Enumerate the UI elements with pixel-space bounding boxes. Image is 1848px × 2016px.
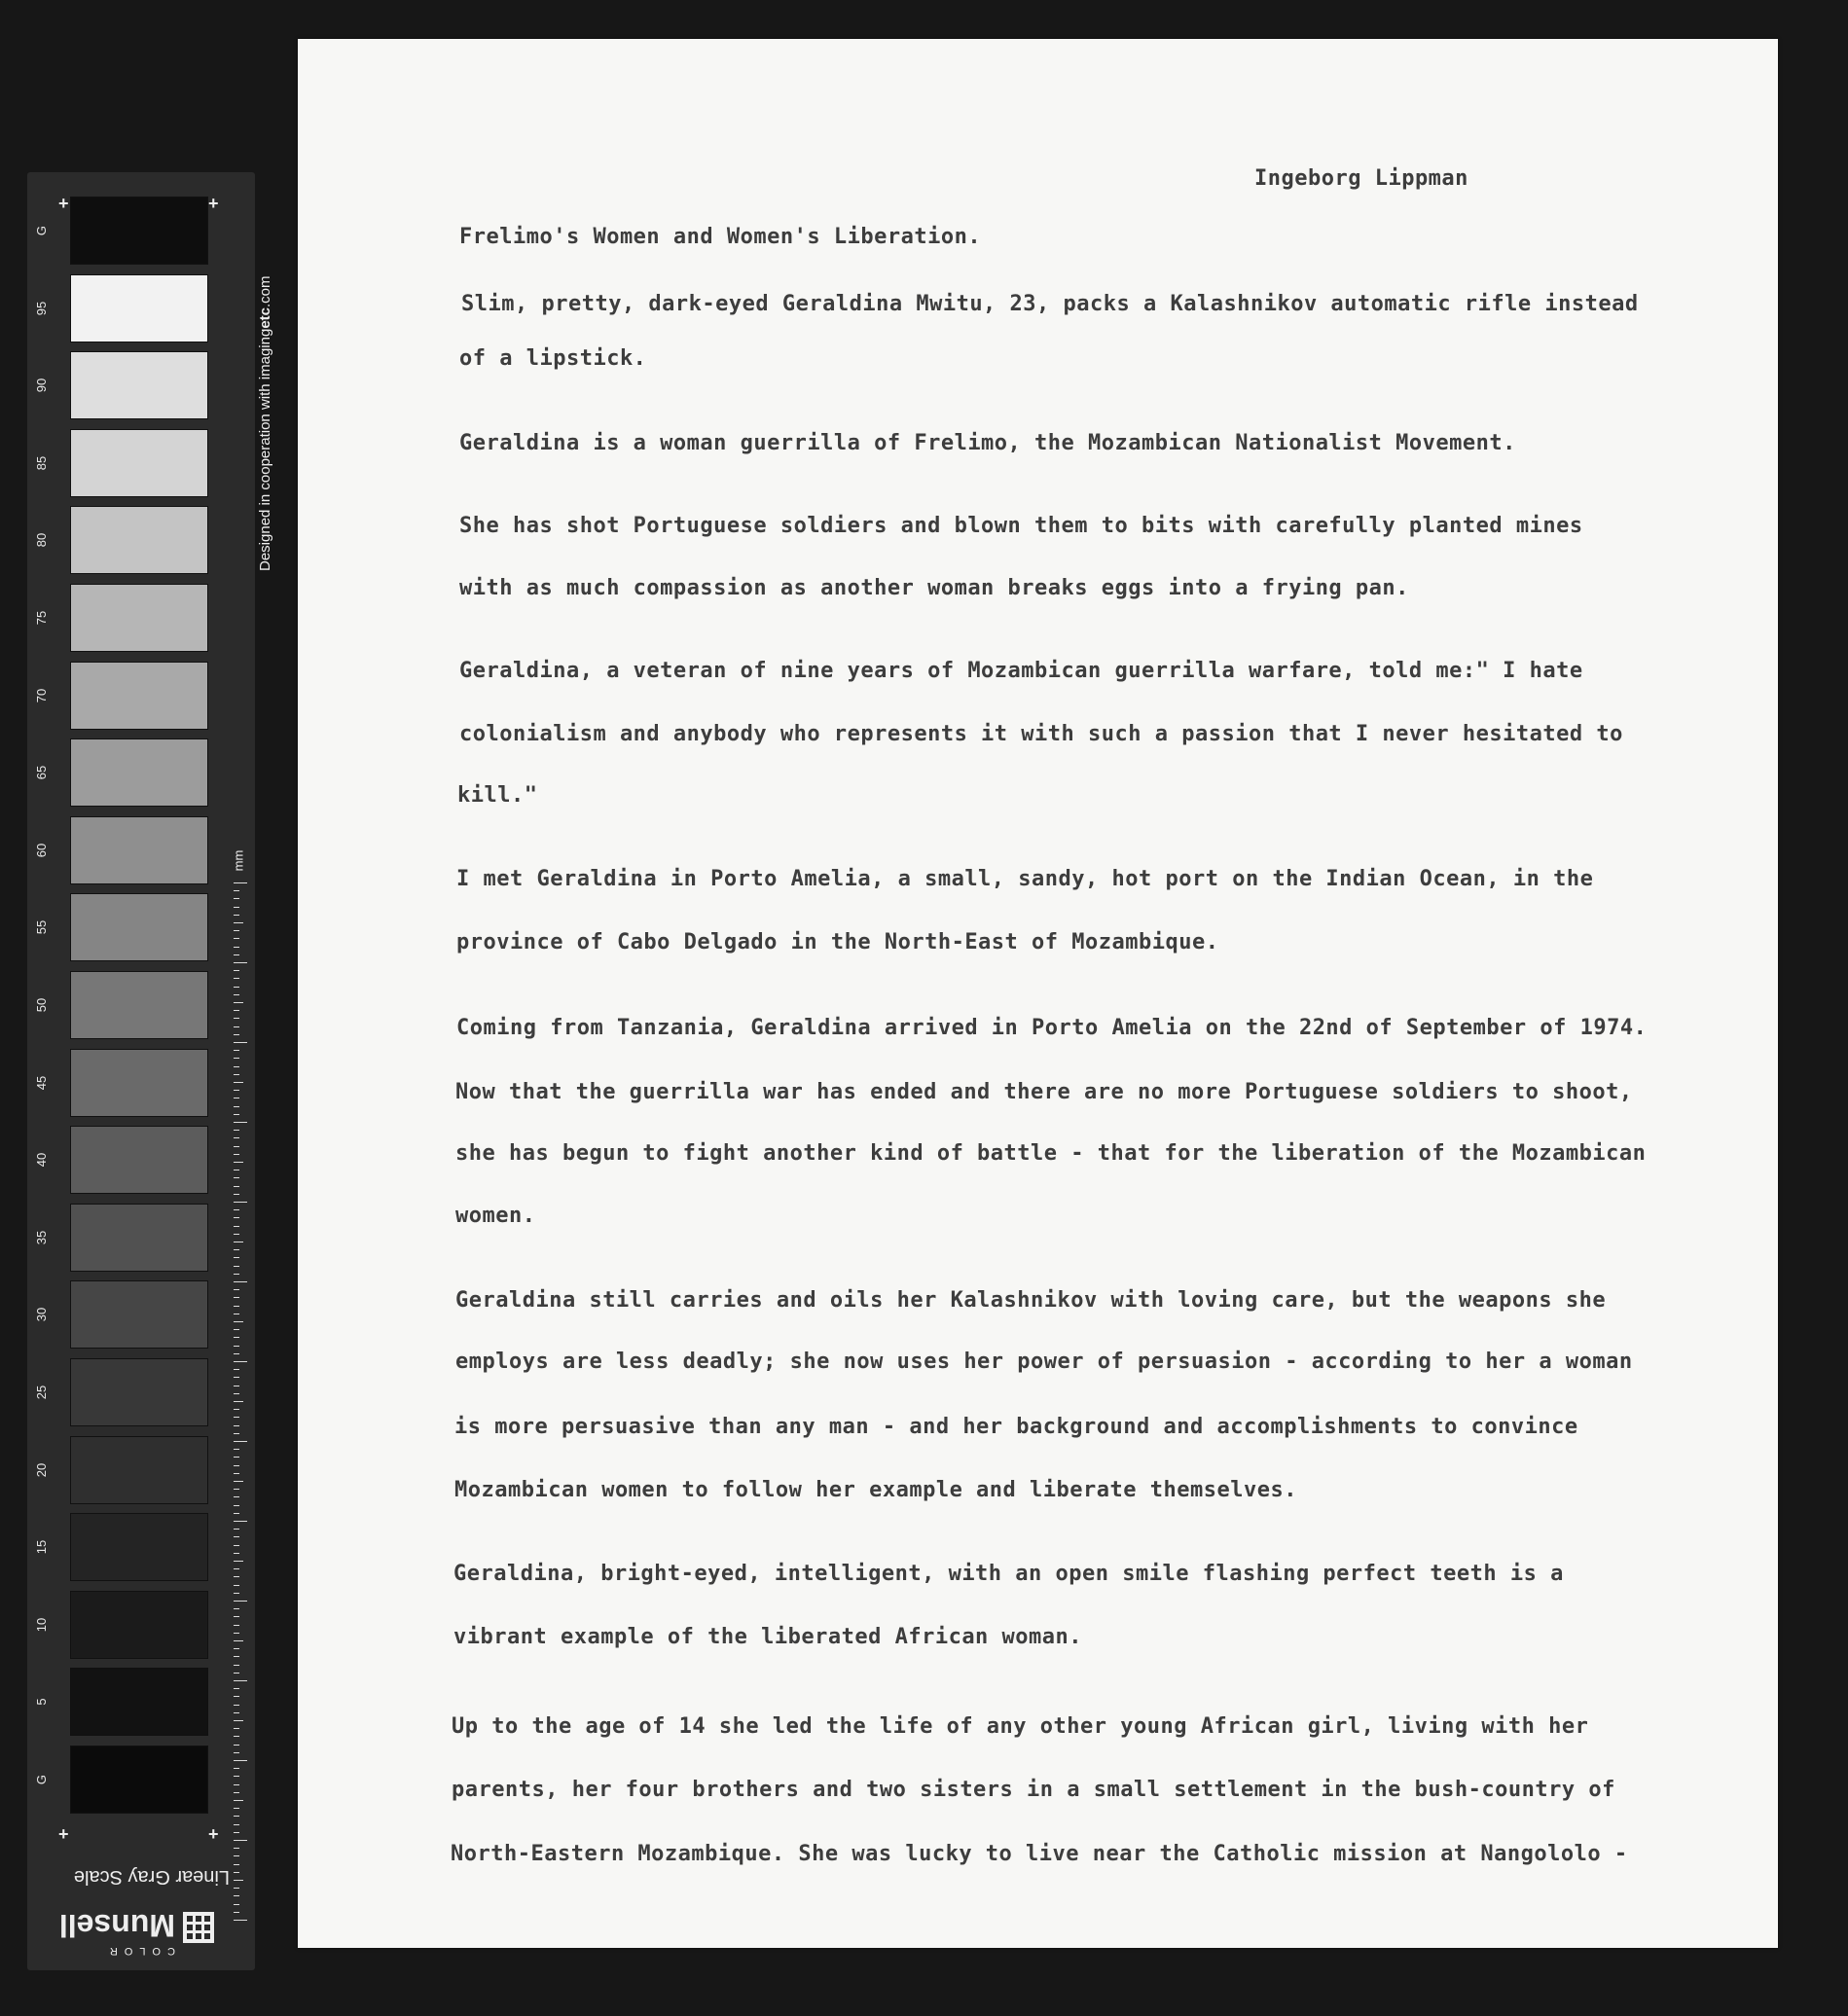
ruler-tick	[234, 1880, 243, 1881]
ruler-tick	[234, 1449, 239, 1450]
gray-patch-label: 5	[34, 1698, 49, 1707]
card-credit: Designed in cooperation with imagingetc.com	[257, 275, 273, 571]
brand-color-label: COLOR	[102, 1945, 175, 1957]
text-line: of a lipstick.	[459, 346, 647, 371]
corner-mark: +	[208, 194, 219, 213]
ruler-tick	[234, 882, 247, 883]
ruler-tick	[234, 1680, 247, 1681]
gray-patch-label: 85	[34, 455, 49, 471]
ruler-tick	[234, 1137, 239, 1138]
text-line: Up to the age of 14 she led the life of any other young African girl, living with her	[452, 1714, 1589, 1739]
ruler-tick	[234, 1673, 239, 1674]
ruler-tick	[234, 962, 247, 963]
ruler-tick	[234, 1154, 239, 1155]
author-name: Ingeborg Lippman	[1254, 166, 1468, 191]
ruler-tick	[234, 1832, 239, 1833]
gray-patch	[70, 584, 208, 652]
ruler-tick	[234, 1776, 239, 1777]
ruler-tick	[234, 1234, 239, 1235]
ruler-tick	[234, 1194, 239, 1195]
ruler-tick	[234, 1473, 239, 1474]
ruler-tick	[234, 1481, 243, 1482]
ruler-tick	[234, 1433, 239, 1434]
ruler-tick	[234, 938, 239, 939]
gray-patch	[70, 738, 208, 807]
ruler-tick	[234, 1521, 247, 1522]
gray-patch	[70, 429, 208, 497]
ruler-tick	[234, 1736, 239, 1737]
ruler-tick	[234, 1346, 239, 1347]
ruler-tick	[234, 1162, 243, 1163]
ruler-tick	[234, 1401, 243, 1402]
gray-patch	[70, 816, 208, 884]
ruler-tick	[234, 1074, 239, 1075]
text-line: Geraldina still carries and oils her Kalashnikov with loving care, but the weapons she	[455, 1288, 1607, 1313]
gray-patch	[70, 1126, 208, 1194]
gray-patch	[70, 1591, 208, 1659]
ruler-tick	[234, 1760, 247, 1761]
ruler-unit-label: mm	[231, 849, 246, 872]
ruler-tick	[234, 1034, 239, 1035]
ruler-tick	[234, 954, 239, 955]
ruler-tick	[234, 1720, 243, 1721]
card-title: Linear Gray Scale	[73, 1866, 230, 1888]
gray-patch	[70, 1513, 208, 1581]
ruler-tick	[234, 1082, 243, 1083]
gray-patch-label: 40	[34, 1152, 49, 1168]
gray-patch-label: 10	[34, 1617, 49, 1633]
ruler-tick	[234, 1106, 239, 1107]
gray-patch-label: G	[34, 225, 49, 236]
mm-ruler	[234, 882, 247, 1943]
text-line: Slim, pretty, dark-eyed Geraldina Mwitu, 23, packs a Kalashnikov automatic rifle instead	[461, 292, 1639, 316]
ruler-tick	[234, 1601, 247, 1602]
gray-patch-label: 45	[34, 1075, 49, 1090]
text-line: colonialism and anybody who represents it with such a passion that I never hesitated to	[459, 722, 1623, 746]
ruler-tick	[234, 1864, 239, 1865]
ruler-tick	[234, 1409, 239, 1410]
text-line: Geraldina, bright-eyed, intelligent, with an open smile flashing perfect teeth is a	[453, 1562, 1564, 1586]
ruler-tick	[234, 1026, 239, 1027]
ruler-tick	[234, 1114, 239, 1115]
ruler-tick	[234, 1321, 243, 1322]
ruler-tick	[234, 1018, 239, 1019]
ruler-tick	[234, 1058, 239, 1059]
ruler-tick	[234, 1361, 247, 1362]
ruler-tick	[234, 1553, 239, 1554]
text-line: she has begun to fight another kind of battle - that for the liberation of the Mozambican	[455, 1141, 1647, 1166]
ruler-tick	[234, 1369, 239, 1370]
ruler-tick	[234, 1457, 239, 1458]
ruler-tick	[234, 1712, 239, 1713]
text-line: parents, her four brothers and two sisters in a small settlement in the bush-country of	[452, 1778, 1615, 1802]
ruler-tick	[234, 1848, 239, 1849]
ruler-tick	[234, 907, 239, 908]
ruler-tick	[234, 1257, 239, 1258]
ruler-tick	[234, 922, 243, 923]
typed-page	[298, 39, 1778, 1948]
text-line: Geraldina is a woman guerrilla of Frelimo, the Mozambican Nationalist Movement.	[459, 431, 1516, 455]
ruler-tick	[234, 1217, 239, 1218]
gray-patch	[70, 274, 208, 342]
ruler-tick	[234, 987, 239, 988]
ruler-tick	[234, 1568, 239, 1569]
gray-patch-label: 60	[34, 843, 49, 858]
ruler-tick	[234, 1513, 239, 1514]
ruler-tick	[234, 890, 239, 891]
ruler-tick	[234, 898, 239, 899]
ruler-tick	[234, 1496, 239, 1497]
gray-patch-label: 35	[34, 1230, 49, 1245]
gray-patch-label: 70	[34, 688, 49, 702]
ruler-tick	[234, 994, 239, 995]
ruler-tick	[234, 1625, 239, 1626]
ruler-tick	[234, 1281, 247, 1282]
ruler-tick	[234, 1808, 239, 1809]
gray-patch-label: 80	[34, 533, 49, 548]
ruler-tick	[234, 1912, 239, 1913]
ruler-tick	[234, 1186, 239, 1187]
gray-patch-label: 55	[34, 920, 49, 935]
ruler-tick	[234, 1202, 247, 1203]
ruler-tick	[234, 1920, 247, 1921]
ruler-tick	[234, 1633, 239, 1634]
ruler-tick	[234, 1066, 239, 1067]
ruler-tick	[234, 1640, 243, 1641]
text-line: with as much compassion as another woman breaks eggs into a frying pan.	[459, 576, 1409, 600]
munsell-brand	[58, 1902, 214, 1957]
ruler-tick	[234, 915, 239, 916]
ruler-tick	[234, 1656, 239, 1657]
gray-patch	[70, 1204, 208, 1272]
ruler-tick	[234, 978, 239, 979]
gray-patch	[70, 1358, 208, 1426]
ruler-tick	[234, 1529, 239, 1530]
ruler-tick	[234, 1274, 239, 1275]
ruler-tick	[234, 1648, 239, 1649]
gray-patch	[70, 1280, 208, 1349]
ruler-tick	[234, 1050, 239, 1051]
ruler-tick	[234, 1417, 239, 1418]
ruler-tick	[234, 1489, 239, 1490]
gray-patch	[70, 1668, 208, 1736]
gray-patch-label: 75	[34, 610, 49, 626]
ruler-tick	[234, 1393, 239, 1394]
ruler-tick	[234, 1090, 239, 1091]
ruler-tick	[234, 1465, 239, 1466]
ruler-tick	[234, 1122, 247, 1123]
gray-patch-label: 50	[34, 997, 49, 1013]
text-line: kill."	[457, 783, 538, 808]
ruler-tick	[234, 1353, 239, 1354]
ruler-tick	[234, 1010, 239, 1011]
ruler-tick	[234, 1616, 239, 1617]
text-line: Now that the guerrilla war has ended and there are no more Portuguese soldiers to shoot,	[455, 1080, 1633, 1104]
ruler-tick	[234, 1329, 239, 1330]
ruler-tick	[234, 1768, 239, 1769]
brand-name: Munsell	[58, 1908, 175, 1943]
ruler-tick	[234, 1209, 239, 1210]
ruler-tick	[234, 1545, 239, 1546]
gray-patch	[70, 506, 208, 574]
ruler-tick	[234, 1130, 239, 1131]
ruler-tick	[234, 1904, 239, 1905]
gray-patch-label: 90	[34, 378, 49, 393]
ruler-tick	[234, 1784, 239, 1785]
ruler-tick	[234, 1840, 247, 1841]
ruler-tick	[234, 1872, 239, 1873]
gray-patch-label: G	[34, 1774, 49, 1785]
ruler-tick	[234, 1536, 239, 1537]
ruler-tick	[234, 1705, 239, 1706]
ruler-tick	[234, 1728, 239, 1729]
text-line: employs are less deadly; she now uses her power of persuasion - according to her a woman	[455, 1350, 1633, 1374]
gray-patch	[70, 351, 208, 419]
ruler-tick	[234, 1688, 239, 1689]
text-line: vibrant example of the liberated African woman.	[453, 1625, 1083, 1649]
text-line: Geraldina, a veteran of nine years of Mozambican guerrilla warfare, told me:" I hate	[459, 659, 1583, 683]
ruler-tick	[234, 1226, 239, 1227]
text-line: North-Eastern Mozambique. She was lucky to live near the Catholic mission at Nangololo -	[451, 1842, 1628, 1866]
ruler-tick	[234, 1177, 239, 1178]
ruler-tick	[234, 1306, 239, 1307]
ruler-tick	[234, 1266, 239, 1267]
gray-patch	[70, 893, 208, 961]
gray-patch-label: 65	[34, 765, 49, 780]
ruler-tick	[234, 1895, 239, 1896]
ruler-tick	[234, 1665, 239, 1666]
gray-scale-card	[27, 172, 273, 1970]
ruler-tick	[234, 1002, 243, 1003]
gray-patch	[70, 197, 208, 265]
corner-mark: +	[208, 1824, 219, 1844]
corner-mark: +	[58, 1824, 69, 1844]
ruler-tick	[234, 1297, 239, 1298]
ruler-tick	[234, 1696, 239, 1697]
ruler-tick	[234, 1146, 239, 1147]
ruler-tick	[234, 1561, 243, 1562]
gray-patch-label: 30	[34, 1308, 49, 1322]
ruler-tick	[234, 1816, 239, 1817]
text-line: province of Cabo Delgado in the North-East of Mozambique.	[456, 930, 1219, 954]
ruler-tick	[234, 1289, 239, 1290]
ruler-tick	[234, 1800, 243, 1801]
gray-patch	[70, 971, 208, 1039]
ruler-tick	[234, 930, 239, 931]
gray-patch-label: 15	[34, 1539, 49, 1555]
text-line: She has shot Portuguese soldiers and blown them to bits with carefully planted mines	[459, 514, 1583, 538]
gray-patch-label: 95	[34, 301, 49, 315]
ruler-tick	[234, 1752, 239, 1753]
ruler-tick	[234, 1425, 239, 1426]
gray-patch	[70, 662, 208, 730]
ruler-tick	[234, 1855, 239, 1856]
gray-patch-label: 25	[34, 1385, 49, 1400]
corner-mark: +	[58, 194, 69, 213]
ruler-tick	[234, 1888, 239, 1889]
text-line: Mozambican women to follow her example and liberate themselves.	[454, 1478, 1297, 1502]
ruler-tick	[234, 1593, 239, 1594]
gray-patch	[70, 1746, 208, 1814]
text-line: women.	[455, 1204, 536, 1228]
ruler-tick	[234, 1337, 239, 1338]
ruler-tick	[234, 1441, 247, 1442]
ruler-tick	[234, 1576, 239, 1577]
text-line: is more persuasive than any man - and her background and accomplishments to convince	[454, 1415, 1578, 1439]
ruler-tick	[234, 1745, 239, 1746]
ruler-tick	[234, 1792, 239, 1793]
ruler-tick	[234, 1585, 239, 1586]
gray-patch-label: 20	[34, 1462, 49, 1477]
document-title: Frelimo's Women and Women's Liberation.	[459, 225, 982, 249]
ruler-tick	[234, 1505, 239, 1506]
text-line: I met Geraldina in Porto Amelia, a small, sandy, hot port on the Indian Ocean, in the	[456, 867, 1594, 891]
ruler-tick	[234, 1824, 239, 1825]
ruler-tick	[234, 947, 239, 948]
munsell-logo-icon	[183, 1912, 214, 1943]
ruler-tick	[234, 1608, 239, 1609]
ruler-tick	[234, 970, 239, 971]
ruler-tick	[234, 1249, 239, 1250]
ruler-tick	[234, 1042, 247, 1043]
text-line: Coming from Tanzania, Geraldina arrived in Porto Amelia on the 22nd of September of 1974.	[456, 1016, 1648, 1040]
gray-patch	[70, 1049, 208, 1117]
ruler-tick	[234, 1377, 239, 1378]
gray-patch	[70, 1436, 208, 1504]
